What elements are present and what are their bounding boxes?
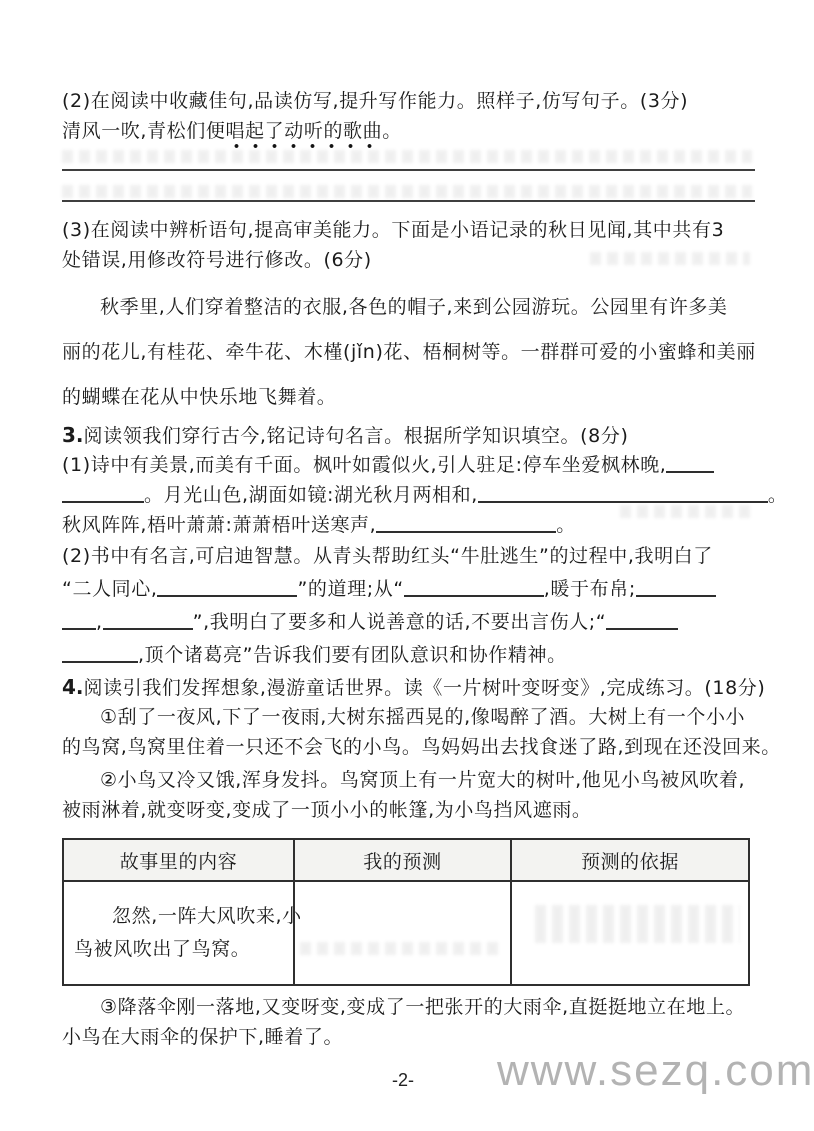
- q4-heading: [62, 672, 766, 702]
- q3-part2-line2: [62, 573, 755, 606]
- passage-text-2: 丽的花儿,有桂花、牵牛花、木槿(jǐn)花、梧桐树等。一群群可爱的小蜜蜂和美丽: [62, 341, 756, 363]
- cell-story-content: [63, 881, 302, 985]
- q2-proofreading-passage: [62, 285, 755, 420]
- q3-part1-line1: [62, 450, 755, 480]
- q3-part2-text3b: ”,我明白了要多和人说善意的话,不要出言伤人;“: [192, 611, 607, 633]
- document-body: [62, 86, 788, 1052]
- fill-in-blank: [62, 612, 96, 630]
- column-header-story-content: 故事里的内容: [63, 839, 294, 881]
- q4-para2-text1: ②小鸟又冷又饿,浑身发抖。鸟窝顶上有一片宽大的树叶,他见小鸟被风吹着,: [100, 769, 746, 791]
- fill-in-blank: [636, 579, 716, 597]
- fill-in-blank: [157, 579, 297, 597]
- q4-para1-line2: [62, 732, 781, 762]
- q3-part1-text1: (1)诗中有美景,而美有千面。枫叶如霞似火,引人驻足:停车坐爱枫林晚,: [62, 454, 667, 476]
- q3-heading: [62, 420, 755, 450]
- prediction-table: [62, 838, 750, 986]
- q4-para2-text2: 被雨淋着,就变呀变,变成了一顶小小的帐篷,为小鸟挡风遮雨。: [62, 799, 592, 821]
- q2-example-period: 。: [382, 120, 402, 142]
- cell-story-text-1: 忽然,一阵大风吹来,小: [112, 905, 302, 927]
- answer-line-1: [62, 169, 755, 171]
- q3-part2-line4: [62, 639, 755, 672]
- q3-part2: [62, 540, 755, 672]
- q3-part1-text3: 秋风阵阵,梧叶萧萧:萧萧梧叶送寒声,: [62, 514, 377, 536]
- fill-in-blank: [404, 579, 544, 597]
- q3-part2-text4: ,顶个诸葛亮”告诉我们要有团队意识和协作精神。: [138, 644, 567, 666]
- cell-story-text-2: 鸟被风吹出了鸟窝。: [74, 938, 251, 960]
- q4-para3-line1: [62, 992, 755, 1022]
- table-row: [63, 881, 749, 985]
- fill-in-blank: [62, 485, 144, 503]
- q2-sub2-prompt-text: (2)在阅读中收藏佳句,品读仿写,提升写作能力。照样子,仿写句子。(3分): [62, 90, 689, 112]
- passage-line: [62, 330, 755, 375]
- cell-prediction-basis-empty: [511, 881, 749, 985]
- prediction-table-header-row: [63, 839, 749, 881]
- q3-title: 阅读领我们穿行古今,铭记诗句名言。根据所学知识填空。(8分): [83, 425, 629, 447]
- q3-part1-text2: 。月光山色,湖面如镜:湖光秋月两相和,: [144, 484, 478, 506]
- column-header-prediction-basis: 预测的依据: [511, 839, 749, 881]
- q2-example-emphasized: 唱起了动听的歌曲: [225, 120, 382, 149]
- passage-text-3: 的蝴蝶在花从中快乐地飞舞着。: [62, 386, 337, 408]
- q3-part2-line3: [62, 606, 755, 639]
- passage-line: [62, 285, 755, 330]
- q3-part2-text3a: ,: [96, 611, 103, 633]
- q2-sub3-prompt-line1: [62, 215, 755, 245]
- cell-my-prediction-empty: [294, 881, 511, 985]
- q4-para1-text2: 的鸟窝,鸟窝里住着一只还不会飞的小鸟。鸟妈妈出去找食迷了路,到现在还没回来。: [62, 736, 781, 758]
- q3-part2-text2a: “二人同心,: [62, 578, 158, 600]
- q3-part2-text1: (2)书中有名言,可启迪智慧。从青头帮助红头“牛肚逃生”的过程中,我明白了: [62, 545, 713, 567]
- q4-para1-line1: [62, 702, 755, 732]
- q4-para3-text1: ③降落伞刚一落地,又变呀变,变成了一把张开的大雨伞,直挺挺地立在地上。: [100, 996, 746, 1018]
- q3-part2-text2c: ,暖于布帛;: [543, 578, 636, 600]
- q4-para1-text1: ①刮了一夜风,下了一夜雨,大树东摇西晃的,像喝醉了酒。大树上有一个小小: [100, 706, 746, 728]
- q3-part1-line3: [62, 510, 755, 540]
- q4-number: 4.: [62, 675, 84, 699]
- column-header-my-prediction: 我的预测: [294, 839, 511, 881]
- fill-in-blank: [606, 612, 678, 630]
- q4-para2-line1: [62, 765, 755, 795]
- q4-para3-text2: 小鸟在大雨伞的保护下,睡着了。: [62, 1026, 344, 1048]
- q3-part2-text2b: ”的道理;从“: [297, 578, 404, 600]
- q2-example-plain: 清风一吹,青松们便: [62, 120, 226, 142]
- fill-in-blank: [376, 515, 556, 533]
- q3-part1-text3-end: 。: [556, 514, 576, 536]
- q3-part2-line1: [62, 540, 755, 573]
- q2-example-sentence: [62, 116, 755, 146]
- q3-part1-text2-end: 。: [767, 484, 788, 506]
- answer-line-2: [62, 200, 755, 202]
- q2-sub3-prompt-text2: 处错误,用修改符号进行修改。(6分): [62, 249, 372, 271]
- q4-para2-line2: [62, 795, 755, 825]
- q2-sub2-prompt: [62, 86, 755, 116]
- page-number: -2-: [392, 1070, 414, 1090]
- q3-part1-line2: [62, 480, 788, 510]
- q2-sub3-prompt-line2: [62, 245, 755, 275]
- fill-in-blank: [103, 612, 193, 630]
- q4-title: 阅读引我们发挥想象,漫游童话世界。读《一片树叶变呀变》,完成练习。(18分): [83, 677, 766, 699]
- passage-text-1: 秋季里,人们穿着整洁的衣服,各色的帽子,来到公园游玩。公园里有许多美: [100, 296, 728, 318]
- fill-in-blank: [62, 645, 138, 663]
- fill-in-blank: [666, 455, 714, 473]
- watermark: www.sezq.com: [497, 1046, 814, 1095]
- fill-in-blank: [478, 485, 768, 503]
- passage-line: [62, 375, 755, 420]
- q2-sub3-prompt-text1: (3)在阅读中辨析语句,提高审美能力。下面是小语记录的秋日见闻,其中共有3: [62, 219, 725, 241]
- q3-number: 3.: [62, 423, 84, 447]
